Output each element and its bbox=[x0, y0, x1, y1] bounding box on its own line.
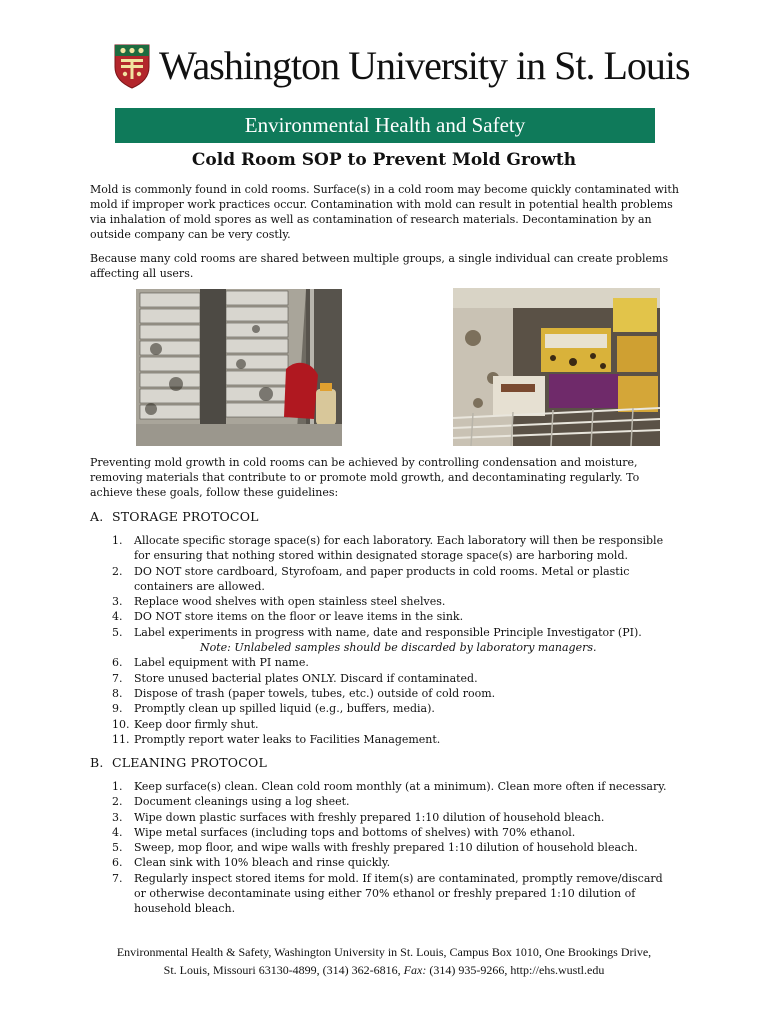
moldy-shelf-photo bbox=[453, 288, 660, 446]
list-item bbox=[112, 717, 672, 732]
item-text: Label experiments in progress with name, date and responsible Principle Investigator (PI). bbox=[134, 625, 642, 639]
list-item bbox=[112, 701, 672, 716]
footer-fax-and-url: (314) 935-9266, http://ehs.wustl.edu bbox=[426, 963, 605, 977]
university-name: Washington University in St. Louis bbox=[159, 43, 690, 88]
item-number: 6. bbox=[112, 856, 123, 870]
item-number: 9. bbox=[112, 702, 123, 716]
list-item bbox=[112, 732, 672, 747]
item-note: Note: Unlabeled samples should be discarded by laboratory managers. bbox=[200, 641, 597, 655]
item-text: Regularly inspect stored items for mold. If item(s) are contaminated, promptly remove/discard or otherwise decontaminate using either 70% ethanol or freshly prepared 1:10 dilution of household bleach. bbox=[134, 871, 663, 916]
department-banner: Environmental Health and Safety bbox=[115, 108, 655, 143]
item-number: 4. bbox=[112, 610, 123, 624]
item-text: Replace wood shelves with open stainless steel shelves. bbox=[134, 595, 446, 609]
item-number: 2. bbox=[112, 795, 123, 809]
section-letter: A. bbox=[90, 509, 104, 524]
list-item bbox=[112, 594, 672, 609]
storage-protocol-list bbox=[112, 533, 672, 747]
moldy-storage-photo bbox=[136, 289, 342, 446]
item-number: 5. bbox=[112, 841, 123, 855]
page-footer bbox=[0, 943, 768, 979]
list-item bbox=[112, 810, 672, 825]
item-number: 8. bbox=[112, 686, 123, 700]
item-text: Clean sink with 10% bleach and rinse quickly. bbox=[134, 856, 391, 870]
item-text: Sweep, mop floor, and wipe walls with freshly prepared 1:10 dilution of household bleach. bbox=[134, 841, 638, 855]
page-title: Cold Room SOP to Prevent Mold Growth bbox=[191, 150, 577, 170]
list-item bbox=[112, 609, 672, 624]
footer-address-line: Environmental Health & Safety, Washington University in St. Louis, Campus Box 1010, One Brookings Drive, bbox=[116, 945, 652, 959]
item-number: 7. bbox=[112, 871, 123, 885]
list-item bbox=[112, 671, 672, 686]
intro-paragraph: Because many cold rooms are shared between multiple groups, a single individual can create problems affecting all users. bbox=[90, 252, 669, 280]
item-number: 1. bbox=[112, 534, 123, 547]
section-title: STORAGE PROTOCOL bbox=[112, 509, 259, 524]
guidance-paragraph: Preventing mold growth in cold rooms can be achieved by controlling condensation and moisture, removing materials that contribute to or promote mold growth, and decontaminating regularly. To achieve these goals, follow these guidelines: bbox=[90, 456, 640, 499]
item-text: DO NOT store cardboard, Styrofoam, and paper products in cold rooms. Metal or plastic containers are allowed. bbox=[134, 564, 630, 593]
list-item bbox=[112, 840, 672, 855]
list-item bbox=[112, 855, 672, 870]
page-header bbox=[113, 38, 690, 94]
item-text: Label equipment with PI name. bbox=[134, 656, 309, 670]
item-text: Wipe down plastic surfaces with freshly prepared 1:10 dilution of household bleach. bbox=[134, 810, 605, 824]
item-text: Document cleanings using a log sheet. bbox=[134, 795, 350, 809]
item-text: Wipe metal surfaces (including tops and bottoms of shelves) with 70% ethanol. bbox=[134, 825, 576, 839]
section-heading-cleaning bbox=[90, 755, 267, 770]
list-item bbox=[112, 564, 672, 595]
list-item bbox=[112, 794, 672, 809]
item-text: Dispose of trash (paper towels, tubes, etc.) outside of cold room. bbox=[134, 686, 496, 700]
cleaning-protocol-list bbox=[112, 779, 672, 917]
list-item bbox=[112, 655, 672, 670]
item-number: 11. bbox=[112, 732, 130, 746]
item-number: 5. bbox=[112, 625, 123, 639]
item-text: Keep surface(s) clean. Clean cold room monthly (at a minimum). Clean more often if necessary. bbox=[134, 780, 667, 793]
item-number: 2. bbox=[112, 564, 123, 578]
footer-contact-line bbox=[0, 961, 768, 979]
section-heading-storage bbox=[90, 509, 259, 524]
section-title: CLEANING PROTOCOL bbox=[112, 755, 267, 770]
intro-paragraph: Mold is commonly found in cold rooms. Surface(s) in a cold room may become quickly contaminated with mold if improper work practices occur. Contamination with mold can result in potential health problems via inhalation of mold spores as well as contamination of research materials. Decontamination by an outside company can be very costly. bbox=[90, 183, 679, 241]
item-text: Keep door firmly shut. bbox=[134, 717, 259, 731]
list-item bbox=[112, 533, 672, 564]
item-text: Promptly clean up spilled liquid (e.g., buffers, media). bbox=[134, 702, 435, 716]
item-number: 1. bbox=[112, 780, 123, 793]
item-text: Allocate specific storage space(s) for each laboratory. Each laboratory will then be responsible for ensuring that nothing stored within designated storage space(s) are harboring mold. bbox=[134, 534, 664, 563]
list-item bbox=[112, 871, 672, 917]
footer-phone: St. Louis, Missouri 63130-4899, (314) 362-6816, bbox=[163, 963, 404, 977]
item-number: 7. bbox=[112, 671, 123, 685]
item-number: 6. bbox=[112, 656, 123, 670]
list-item bbox=[112, 625, 672, 656]
item-text: Promptly report water leaks to Facilities Management. bbox=[134, 732, 441, 746]
list-item bbox=[112, 825, 672, 840]
university-shield-icon bbox=[113, 43, 151, 89]
item-number: 3. bbox=[112, 595, 123, 609]
item-number: 10. bbox=[112, 717, 130, 731]
list-item bbox=[112, 779, 672, 794]
item-number: 3. bbox=[112, 810, 123, 824]
section-letter: B. bbox=[90, 755, 104, 770]
footer-fax-label: Fax: bbox=[403, 963, 427, 977]
list-item bbox=[112, 686, 672, 701]
item-text: DO NOT store items on the floor or leave items in the sink. bbox=[134, 610, 464, 624]
item-number: 4. bbox=[112, 825, 123, 839]
item-text: Store unused bacterial plates ONLY. Discard if contaminated. bbox=[134, 671, 478, 685]
